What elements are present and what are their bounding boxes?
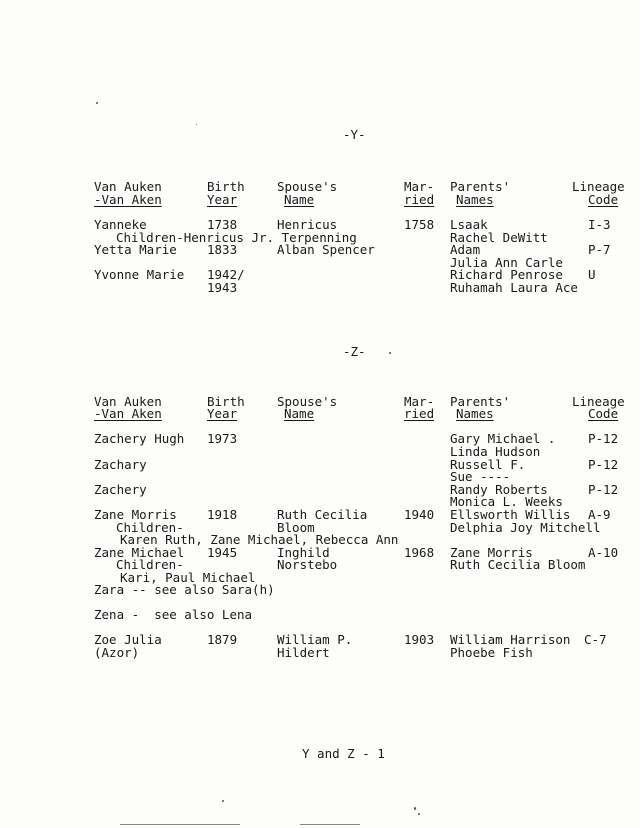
entry-parent1: Adam (450, 242, 481, 257)
entry-children-label: Children- (116, 520, 184, 535)
header-spouse-line1: Spouse's (277, 179, 338, 194)
entry-name: Yanneke (94, 217, 147, 232)
entry-parent2: Ruth Cecilia Bloom (450, 557, 586, 572)
header-birth-line2: Year (207, 406, 238, 421)
header-married-line1: Mar- (404, 179, 435, 194)
header-married-line2: ried (404, 192, 435, 207)
entry-spouse-line2: Bloom (277, 520, 315, 535)
entry-parent2: Sue ---- (450, 469, 511, 484)
entry-parent2: Ruhamah Laura Ace (450, 280, 578, 295)
entry-lineage-code: P-7 (588, 242, 611, 257)
entry-children-label: Children- (116, 557, 184, 572)
entry-children: Karen Ruth, Zane Michael, Rebecca Ann (120, 532, 399, 547)
entry-lineage-code: A-10 (588, 545, 619, 560)
header-married-line2: ried (404, 406, 435, 421)
scan-speck (389, 352, 391, 354)
header-name-line2: -Van Aken (94, 406, 162, 421)
entry-spouse-line2: Norstebo (277, 557, 338, 572)
entry-married: 1940 (404, 507, 435, 522)
scan-speck (414, 807, 416, 810)
section-z-heading: -Z- (343, 344, 366, 359)
entry-married: 1968 (404, 545, 435, 560)
entry-parent1: William Harrison (450, 632, 571, 647)
scan-edge-line (300, 824, 360, 825)
header-spouse-line2: Name (284, 406, 315, 421)
entry-birth: 1973 (207, 431, 238, 446)
entry-name: Zane Morris (94, 507, 177, 522)
header-name-line2: -Van Aken (94, 192, 162, 207)
entry-parent1: Zane Morris (450, 545, 533, 560)
entry-parent2: Delphia Joy Mitchell (450, 520, 601, 535)
entry-lineage-code: I-3 (588, 217, 611, 232)
entry-birth: 1738 (207, 217, 238, 232)
header-lineage-line2: Code (588, 406, 619, 421)
entry-name: Zachery (94, 482, 147, 497)
entry-name: Zoe Julia (94, 632, 162, 647)
header-birth-line2: Year (207, 192, 238, 207)
entry-parent2: Rachel DeWitt (450, 230, 548, 245)
entry-spouse-line1: Inghild (277, 545, 330, 560)
section-y-heading: -Y- (343, 127, 366, 142)
note-zena: Zena - see also Lena (94, 607, 253, 622)
entry-birth-line2: 1943 (207, 280, 238, 295)
entry-lineage-code: A-9 (588, 507, 611, 522)
entry-birth: 1833 (207, 242, 238, 257)
header-lineage-line1: Lineage (572, 394, 625, 409)
entry-birth-line1: 1942/ (207, 267, 245, 282)
scan-speck (222, 800, 224, 802)
entry-lineage-code: P-12 (588, 482, 619, 497)
header-parents-line1: Parents' (450, 394, 511, 409)
header-spouse-line1: Spouse's (277, 394, 338, 409)
entry-married: 1758 (404, 217, 435, 232)
entry-parent1: Lsaak (450, 217, 488, 232)
page-footer-label: Y and Z - 1 (302, 746, 385, 761)
entry-spouse-line2: Hildert (277, 645, 330, 660)
header-parents-line2: Names (456, 406, 494, 421)
header-birth-line1: Birth (207, 394, 245, 409)
header-parents-line2: Names (456, 192, 494, 207)
entry-birth: 1945 (207, 545, 238, 560)
entry-name: Zane Michael (94, 545, 185, 560)
scan-speck (418, 813, 420, 815)
header-married-line1: Mar- (404, 394, 435, 409)
header-name-line1: Van Auken (94, 394, 162, 409)
scan-speck (96, 102, 98, 104)
entry-parent2: Phoebe Fish (450, 645, 533, 660)
header-lineage-line1: Lineage (572, 179, 625, 194)
entry-children: Children-Henricus Jr. Terpenning (116, 230, 357, 245)
scan-edge-line (120, 824, 240, 825)
header-lineage-line2: Code (588, 192, 619, 207)
entry-spouse: Henricus (277, 217, 338, 232)
entry-name: Yetta Marie (94, 242, 177, 257)
header-parents-line1: Parents' (450, 179, 511, 194)
entry-parent1: Ellsworth Willis (450, 507, 571, 522)
note-zara: Zara -- see also Sara(h) (94, 582, 275, 597)
entry-name: Zachery Hugh (94, 431, 185, 446)
entry-parent2: Monica L. Weeks (450, 494, 563, 509)
entry-birth: 1918 (207, 507, 238, 522)
entry-parent1: Richard Penrose (450, 267, 563, 282)
entry-parent2: Linda Hudson (450, 444, 541, 459)
entry-parent2: Julia Ann Carle (450, 255, 563, 270)
scan-speck (196, 124, 197, 125)
entry-parent1: Randy Roberts (450, 482, 548, 497)
entry-name-alias: (Azor) (94, 645, 140, 660)
entry-lineage-code: C-7 (584, 632, 607, 647)
entry-name: Yvonne Marie (94, 267, 185, 282)
entry-parent1: Russell F. (450, 457, 526, 472)
entry-married: 1903 (404, 632, 435, 647)
entry-spouse: Alban Spencer (277, 242, 375, 257)
header-birth-line1: Birth (207, 179, 245, 194)
entry-lineage-code: P-12 (588, 457, 619, 472)
entry-parent1: Gary Michael . (450, 431, 556, 446)
header-spouse-line2: Name (284, 192, 315, 207)
entry-birth: 1879 (207, 632, 238, 647)
entry-lineage-code: P-12 (588, 431, 619, 446)
entry-spouse-line1: William P. (277, 632, 353, 647)
entry-lineage-code: U (588, 267, 596, 282)
entry-children: Kari, Paul Michael (120, 570, 256, 585)
entry-spouse-line1: Ruth Cecilia (277, 507, 368, 522)
entry-name: Zachary (94, 457, 147, 472)
header-name-line1: Van Auken (94, 179, 162, 194)
